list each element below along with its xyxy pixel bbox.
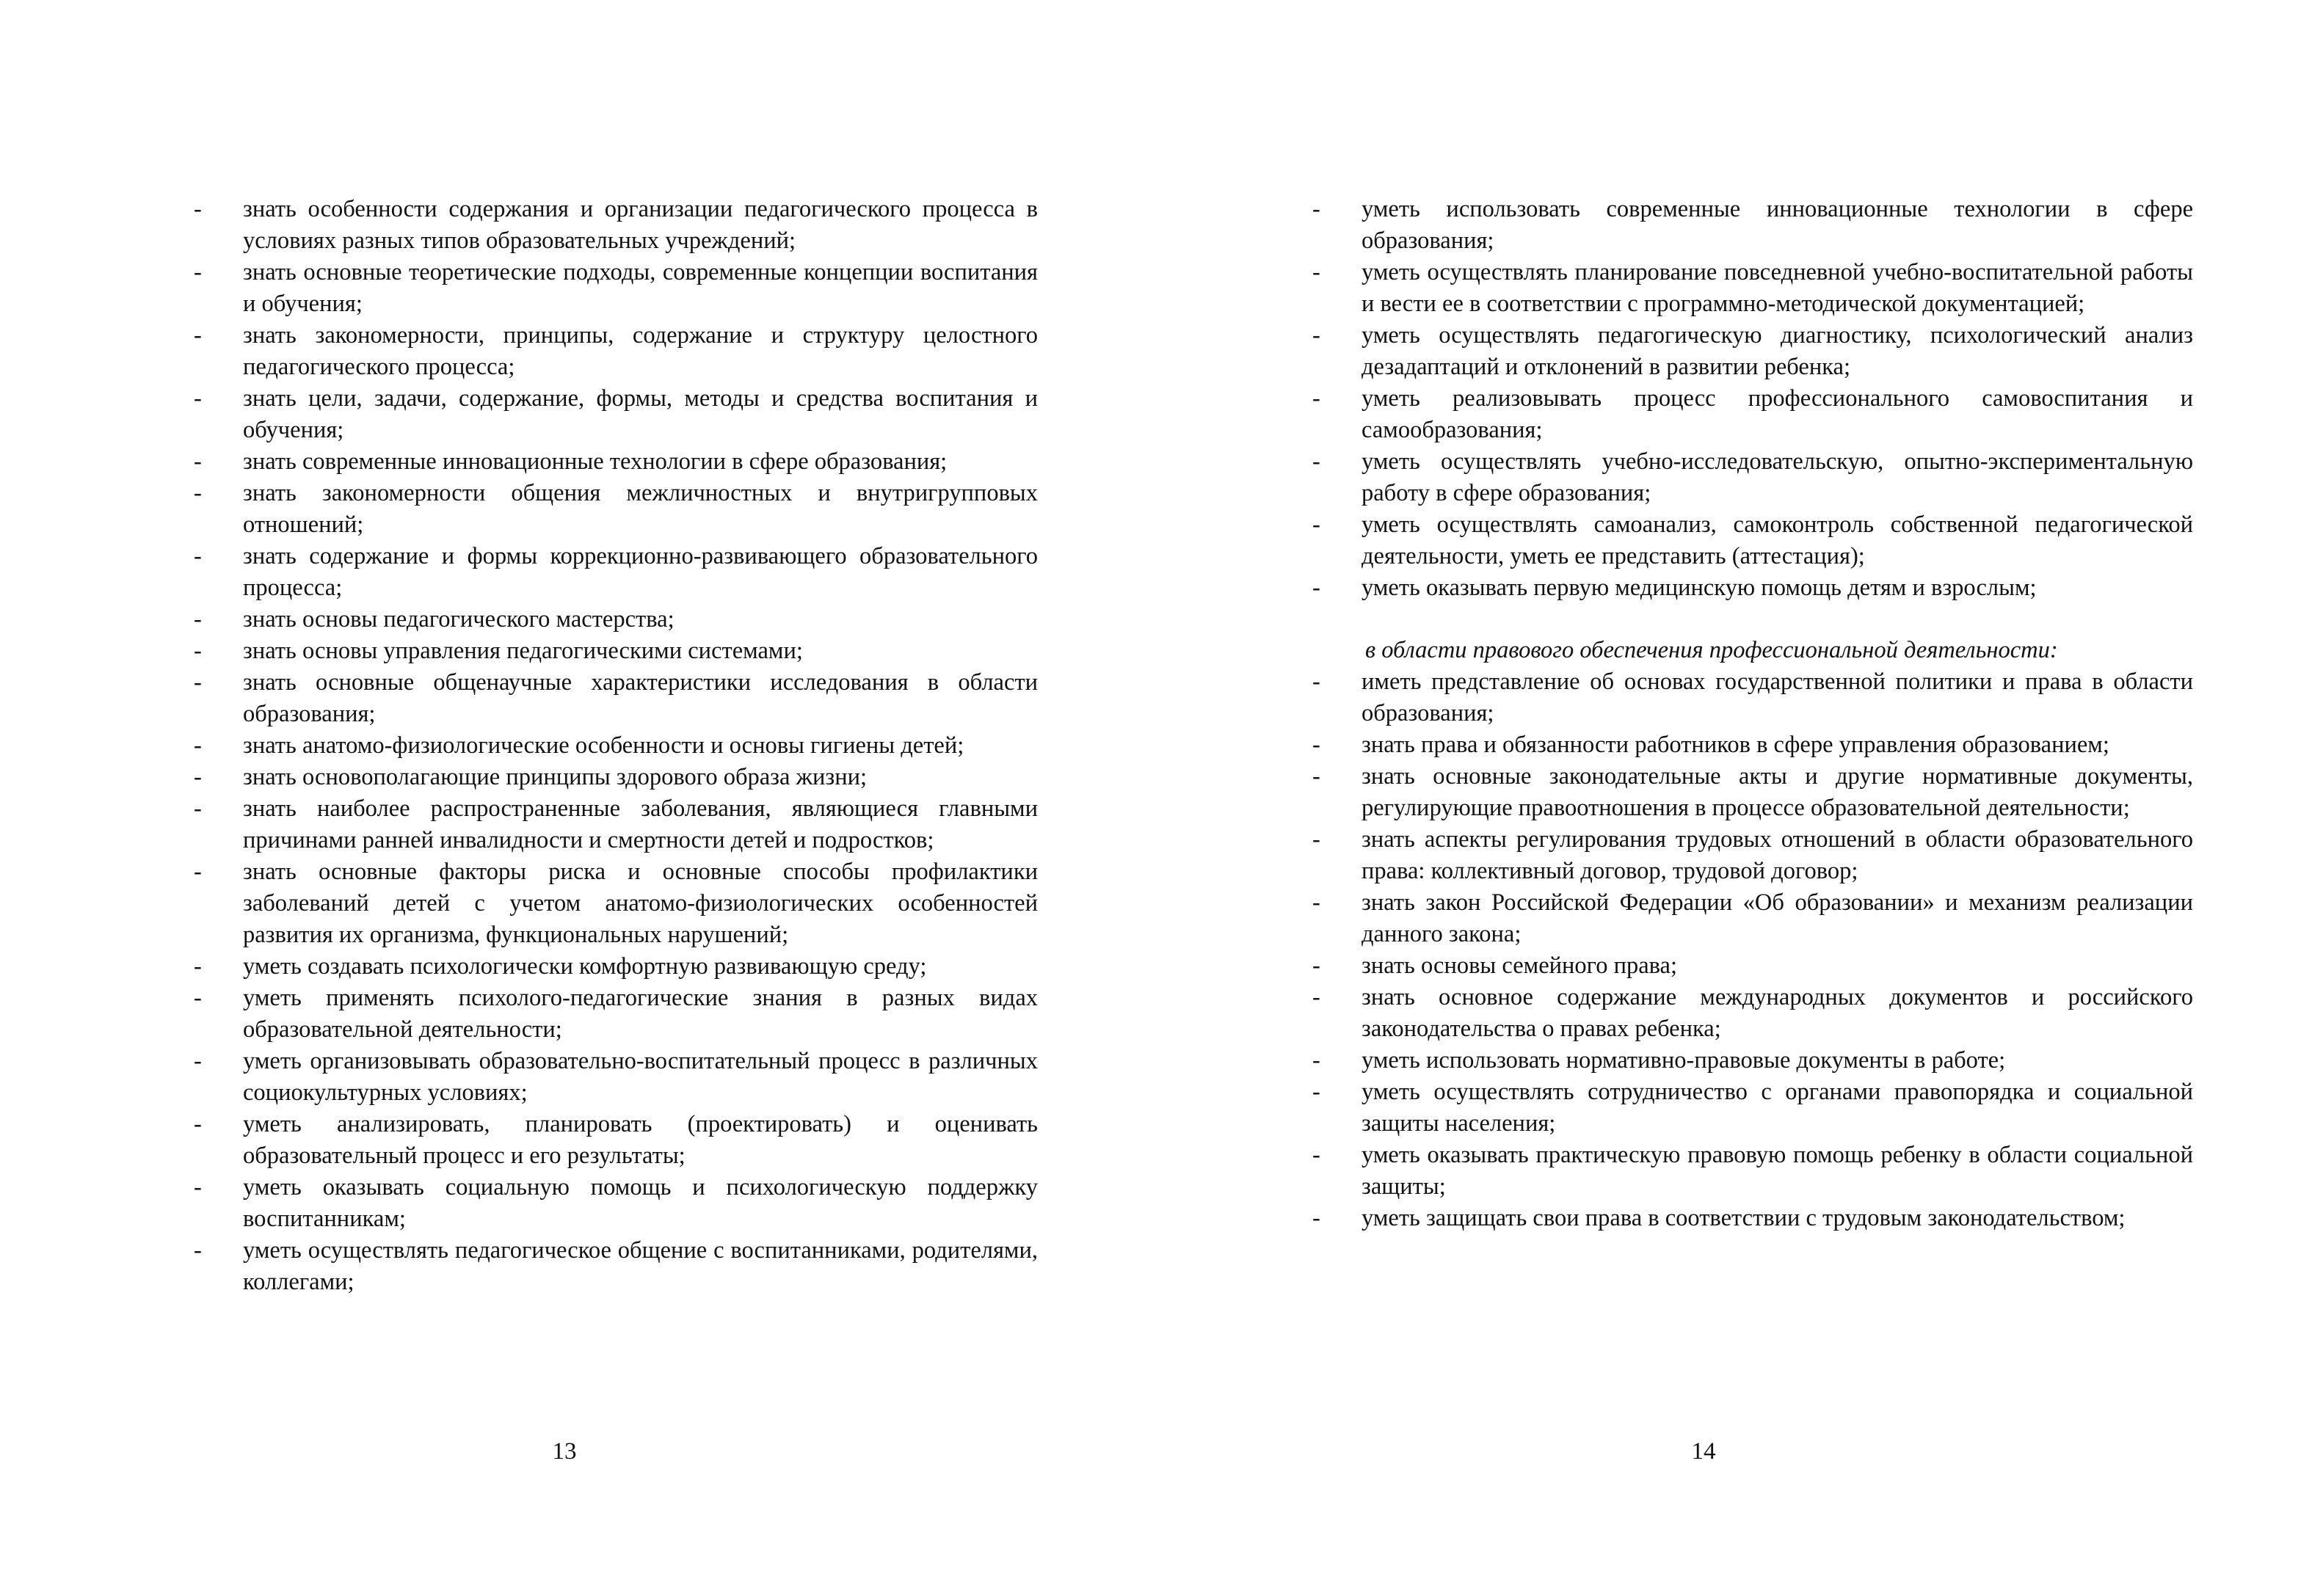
bullet-dash: -: [194, 480, 202, 506]
list-item-text: уметь реализовывать процесс профессионального самовоспитания и самообразования;: [1362, 385, 2193, 443]
bullet-dash: -: [1312, 732, 1320, 758]
list-item-text: знать основное содержание международных документов и российского законодательства о правах ребенка;: [1362, 984, 2193, 1042]
bullet-dash: -: [194, 322, 202, 349]
left-page-list: [194, 194, 1038, 1298]
bullet-dash: -: [1312, 668, 1320, 695]
list-item: [1312, 194, 2193, 257]
list-item: [1312, 761, 2193, 824]
bullet-dash: -: [194, 953, 202, 980]
list-item-text: знать закон Российской Федерации «Об образовании» и механизм реализации данного закона;: [1362, 889, 2193, 947]
list-item: [194, 635, 1038, 667]
bullet-dash: -: [194, 543, 202, 569]
list-item-text: знать основные законодательные акты и другие нормативные документы, регулирующие правоотношения в процессе образовательной деятельности;: [1362, 763, 2193, 821]
bullet-dash: -: [1312, 322, 1320, 349]
list-item: [194, 856, 1038, 951]
bullet-dash: -: [1312, 196, 1320, 222]
bullet-dash: -: [1312, 575, 1320, 601]
list-item-text: знать современные инновационные технологии в сфере образования;: [243, 448, 948, 475]
bullet-dash: -: [1312, 1079, 1320, 1105]
list-item: [1312, 509, 2193, 572]
list-item-text: знать основные теоретические подходы, современные концепции воспитания и обучения;: [243, 259, 1038, 317]
list-item: [194, 478, 1038, 541]
list-item: [1312, 666, 2193, 729]
bullet-dash: -: [194, 1111, 202, 1137]
bullet-dash: -: [194, 385, 202, 412]
bullet-dash: -: [1312, 1047, 1320, 1074]
bullet-dash: -: [194, 606, 202, 633]
bullet-dash: -: [1312, 1205, 1320, 1231]
list-item: [194, 1109, 1038, 1172]
list-item-text: знать аспекты регулирования трудовых отношений в области образовательного права: коллективный договор, трудовой договор;: [1362, 826, 2193, 884]
list-item: [1312, 1203, 2193, 1234]
list-item: [194, 762, 1038, 793]
bullet-dash: -: [1312, 889, 1320, 916]
list-item-text: знать особенности содержания и организации педагогического процесса в условиях разных типов образовательных учреждений;: [243, 196, 1038, 254]
list-item: [194, 951, 1038, 983]
list-item: [194, 1046, 1038, 1109]
bullet-dash: -: [1312, 511, 1320, 538]
list-item: [1312, 729, 2193, 761]
list-item-text: знать закономерности, принципы, содержание и структуру целостного педагогического процесса;: [243, 322, 1038, 380]
bullet-dash: -: [194, 259, 202, 285]
right-page-list-bottom: [1312, 666, 2193, 1234]
list-item: [1312, 887, 2193, 950]
list-item-text: знать анатомо-физиологические особенности и основы гигиены детей;: [243, 732, 964, 759]
list-item: [194, 320, 1038, 383]
list-item: [194, 1235, 1038, 1298]
bullet-dash: -: [194, 638, 202, 664]
list-item-text: знать основные общенаучные характеристики исследования в области образования;: [243, 669, 1038, 727]
list-item: [1312, 950, 2193, 982]
list-item: [194, 541, 1038, 604]
bullet-dash: -: [194, 1237, 202, 1264]
bullet-dash: -: [194, 1048, 202, 1074]
bullet-dash: -: [194, 669, 202, 696]
list-item: [194, 604, 1038, 635]
list-item-text: уметь использовать нормативно-правовые документы в работе;: [1362, 1047, 2006, 1074]
list-item-text: иметь представление об основах государственной политики и права в области образования;: [1362, 668, 2193, 726]
list-item-text: уметь использовать современные инновационные технологии в сфере образования;: [1362, 196, 2193, 254]
right-page-list-top: [1312, 194, 2193, 604]
right-page-column: [1312, 194, 2193, 1234]
list-item: [1312, 320, 2193, 383]
list-item-text: знать основы управления педагогическими системами;: [243, 638, 803, 664]
list-item-text: уметь применять психолого-педагогические знания в разных видах образовательной деятельности;: [243, 985, 1038, 1043]
bullet-dash: -: [194, 448, 202, 475]
list-item-text: уметь оказывать социальную помощь и психологическую поддержку воспитанникам;: [243, 1174, 1038, 1232]
list-item: [194, 446, 1038, 478]
bullet-dash: -: [194, 732, 202, 759]
bullet-dash: -: [1312, 259, 1320, 285]
list-item: [194, 793, 1038, 856]
bullet-dash: -: [1312, 448, 1320, 475]
list-item-text: уметь осуществлять педагогическую диагностику, психологический анализ дезадаптаций и отклонений в развитии ребенка;: [1362, 322, 2193, 380]
list-item-text: знать цели, задачи, содержание, формы, методы и средства воспитания и обучения;: [243, 385, 1038, 443]
list-item: [1312, 982, 2193, 1045]
list-item-text: знать закономерности общения межличностных и внутригрупповых отношений;: [243, 480, 1038, 538]
page-number-13: 13: [552, 1438, 577, 1465]
list-item: [1312, 1045, 2193, 1076]
list-item-text: знать наиболее распространенные заболевания, являющиеся главными причинами ранней инвалидности и смертности детей и подростков;: [243, 795, 1038, 853]
list-item-text: уметь оказывать первую медицинскую помощь детям и взрослым;: [1362, 575, 2037, 601]
list-item-text: знать основы семейного права;: [1362, 952, 1678, 979]
list-item-text: уметь осуществлять педагогическое общение с воспитанниками, родителями, коллегами;: [243, 1237, 1038, 1295]
list-item: [194, 983, 1038, 1046]
list-item: [1312, 1140, 2193, 1203]
bullet-dash: -: [1312, 1142, 1320, 1168]
bullet-dash: -: [194, 795, 202, 822]
list-item-text: уметь защищать свои права в соответствии с трудовым законодательством;: [1362, 1205, 2126, 1231]
list-item: [194, 730, 1038, 762]
list-item-text: знать основополагающие принципы здорового образа жизни;: [243, 764, 868, 790]
list-item: [1312, 1076, 2193, 1140]
page-number-14: 14: [1691, 1438, 1716, 1465]
bullet-dash: -: [1312, 984, 1320, 1010]
list-item-text: уметь анализировать, планировать (проектировать) и оценивать образовательный процесс и его результаты;: [243, 1111, 1038, 1169]
list-item: [194, 383, 1038, 446]
list-item-text: уметь оказывать практическую правовую помощь ребенку в области социальной защиты;: [1362, 1142, 2193, 1200]
list-item: [194, 1172, 1038, 1235]
bullet-dash: -: [1312, 385, 1320, 412]
bullet-dash: -: [1312, 826, 1320, 853]
right-page: [1156, 0, 2312, 1596]
bullet-dash: -: [194, 764, 202, 790]
list-item: [194, 257, 1038, 320]
bullet-dash: -: [194, 985, 202, 1011]
list-item-text: знать основы педагогического мастерства;: [243, 606, 675, 633]
bullet-dash: -: [1312, 763, 1320, 790]
bullet-dash: -: [194, 859, 202, 885]
list-item: [1312, 446, 2193, 509]
list-item: [1312, 824, 2193, 887]
list-item: [1312, 572, 2193, 604]
list-item-text: знать права и обязанности работников в сфере управления образованием;: [1362, 732, 2109, 758]
bullet-dash: -: [1312, 952, 1320, 979]
list-item-text: уметь осуществлять самоанализ, самоконтроль собственной педагогической деятельности, уметь ее представить (аттестация);: [1362, 511, 2193, 569]
section-heading-legal: в области правового обеспечения профессиональной деятельности:: [1365, 637, 2058, 663]
list-item: [194, 667, 1038, 730]
list-item-text: знать основные факторы риска и основные способы профилактики заболеваний детей с учетом анатомо-физиологических особенностей развития их организма, функциональных нарушений;: [243, 859, 1038, 948]
list-item-text: знать содержание и формы коррекционно-развивающего образовательного процесса;: [243, 543, 1038, 601]
list-item-text: уметь осуществлять учебно-исследовательскую, опытно-экспериментальную работу в сфере образования;: [1362, 448, 2193, 506]
list-item: [194, 194, 1038, 257]
bullet-dash: -: [194, 196, 202, 222]
bullet-dash: -: [194, 1174, 202, 1200]
list-item: [1312, 257, 2193, 320]
list-item: [1312, 383, 2193, 446]
list-item-text: уметь организовывать образовательно-воспитательный процесс в различных социокультурных условиях;: [243, 1048, 1038, 1106]
list-item-text: уметь осуществлять планирование повседневной учебно-воспитательной работы и вести ее в соответствии с программно-методической документацией;: [1362, 259, 2193, 317]
list-item-text: уметь осуществлять сотрудничество с органами правопорядка и социальной защиты населения;: [1362, 1079, 2193, 1137]
list-item-text: уметь создавать психологически комфортную развивающую среду;: [243, 953, 927, 980]
